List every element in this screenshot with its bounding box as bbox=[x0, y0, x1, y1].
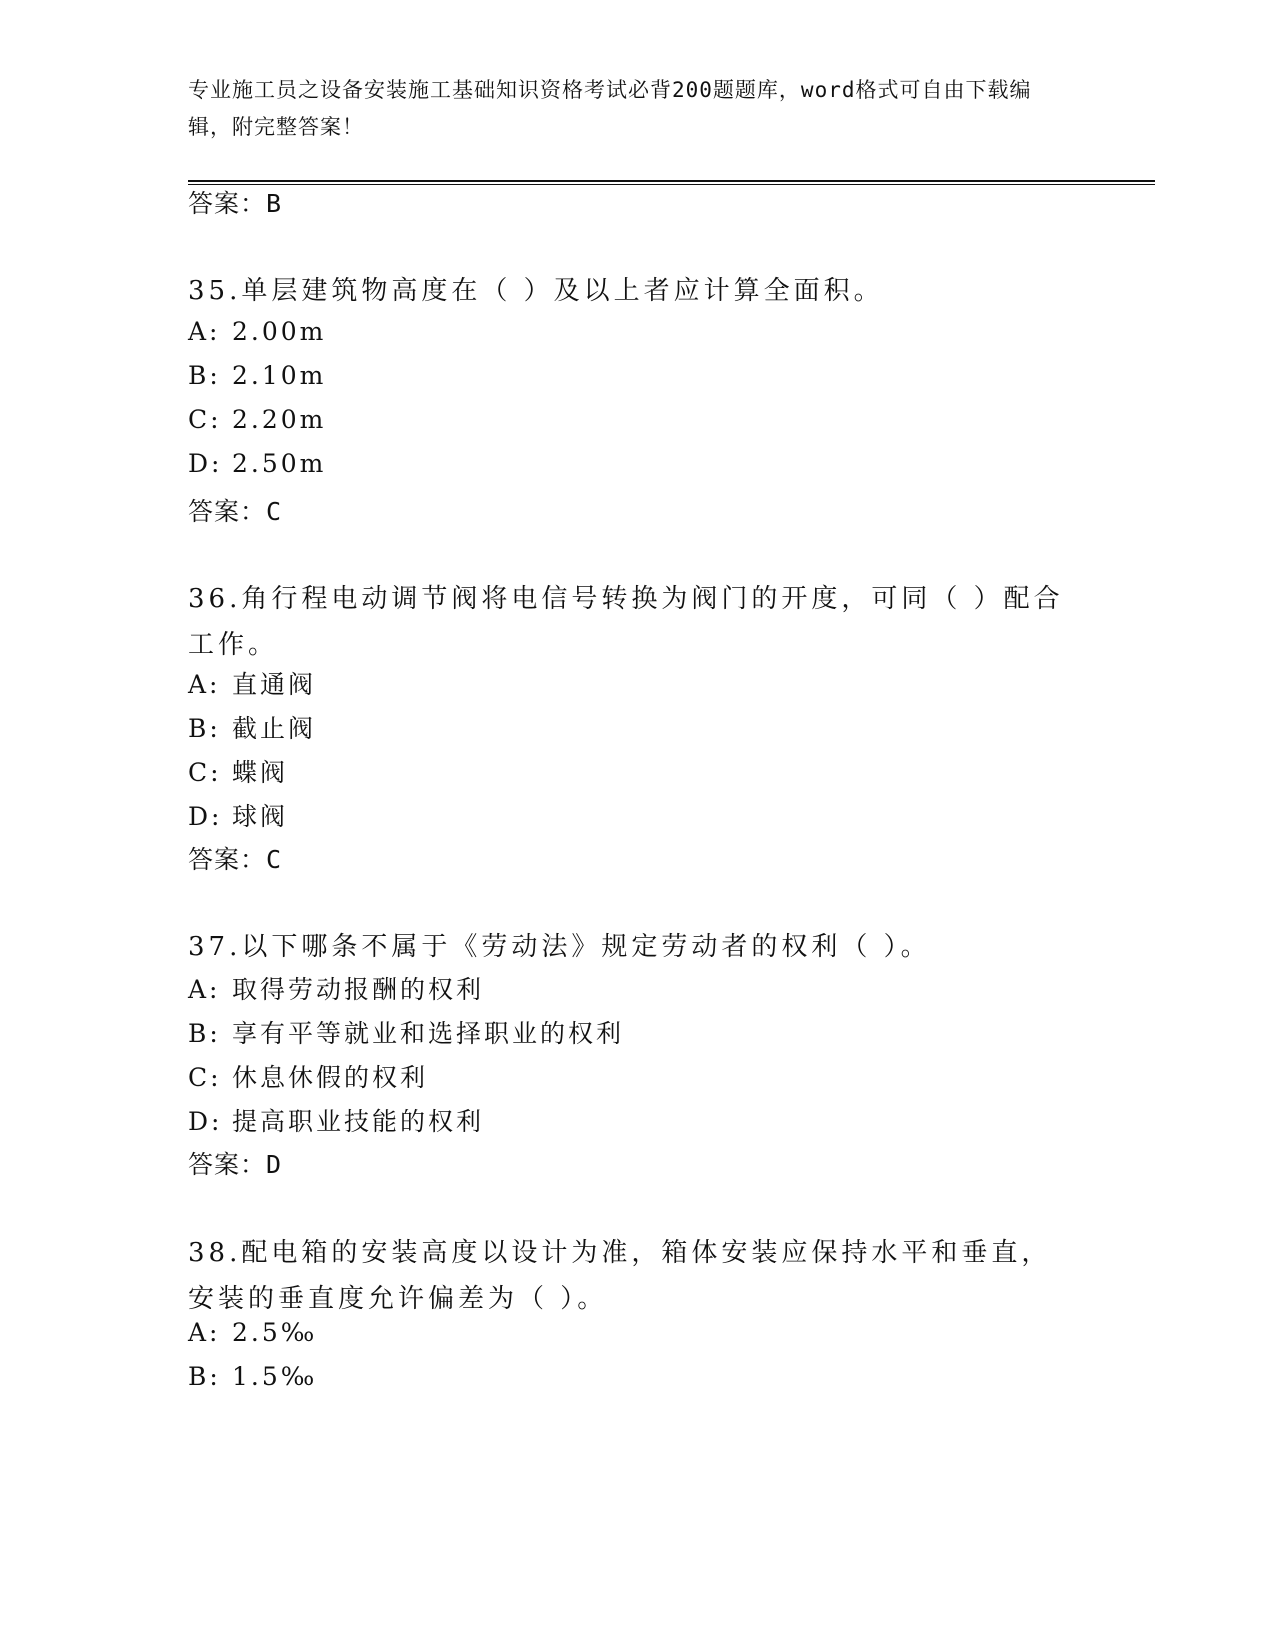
answer-label: 答案：D bbox=[188, 1150, 283, 1179]
option-key: B: bbox=[188, 1019, 221, 1048]
answer-label: 答案：C bbox=[188, 845, 283, 874]
option-text: 蝶阀 bbox=[232, 758, 289, 787]
option-text: 2.5‰ bbox=[232, 1318, 318, 1347]
option-text: 2.50m bbox=[232, 449, 327, 478]
option-key: D: bbox=[188, 449, 223, 478]
question-stem: 36.角行程电动调节阀将电信号转换为阀门的开度，可同（ ）配合工作。 bbox=[188, 584, 1064, 660]
option-text: 提高职业技能的权利 bbox=[232, 1107, 485, 1136]
option-text: 休息休假的权利 bbox=[232, 1063, 429, 1092]
option-text: 取得劳动报酬的权利 bbox=[232, 975, 485, 1004]
option-key: B: bbox=[188, 361, 221, 390]
option-text: 2.00m bbox=[232, 317, 327, 346]
option-text: 截止阀 bbox=[232, 714, 317, 743]
option-a bbox=[188, 317, 326, 346]
option-b bbox=[188, 1362, 317, 1391]
option-b bbox=[188, 361, 326, 390]
option-key: A: bbox=[188, 670, 221, 699]
answer-label: 答案：B bbox=[188, 189, 283, 218]
option-key: D: bbox=[188, 802, 223, 831]
option-text: 2.20m bbox=[232, 405, 327, 434]
option-key: A: bbox=[188, 1318, 221, 1347]
option-b bbox=[188, 1014, 624, 1050]
option-key: C: bbox=[188, 758, 222, 787]
option-d bbox=[188, 797, 288, 833]
answer-label: 答案：C bbox=[188, 497, 283, 526]
option-key: B: bbox=[188, 1362, 221, 1391]
option-a bbox=[188, 665, 316, 701]
option-key: A: bbox=[188, 975, 221, 1004]
option-text: 球阀 bbox=[232, 802, 289, 831]
option-c bbox=[188, 1058, 428, 1094]
option-a bbox=[188, 970, 484, 1006]
option-text: 1.5‰ bbox=[232, 1362, 318, 1391]
question-stem: 38.配电箱的安装高度以设计为准，箱体安装应保持水平和垂直，安装的垂直度允许偏差为（ ）。 bbox=[188, 1238, 1052, 1314]
option-key: A: bbox=[188, 317, 221, 346]
option-b bbox=[188, 709, 316, 745]
option-key: D: bbox=[188, 1107, 223, 1136]
option-text: 享有平等就业和选择职业的权利 bbox=[232, 1019, 625, 1048]
option-text: 2.10m bbox=[232, 361, 327, 390]
option-key: C: bbox=[188, 405, 222, 434]
option-text: 直通阀 bbox=[232, 670, 317, 699]
option-c bbox=[188, 405, 326, 434]
option-key: C: bbox=[188, 1063, 222, 1092]
option-d bbox=[188, 1102, 484, 1138]
option-d bbox=[188, 449, 326, 478]
question-stem: 35.单层建筑物高度在（ ）及以上者应计算全面积。 bbox=[188, 276, 884, 306]
option-key: B: bbox=[188, 714, 221, 743]
option-a bbox=[188, 1318, 317, 1347]
question-stem: 37.以下哪条不属于《劳动法》规定劳动者的权利（ ）。 bbox=[188, 932, 931, 962]
header-divider bbox=[188, 180, 1155, 185]
page-header-title: 专业施工员之设备安装施工基础知识资格考试必背200题题库，word格式可自由下载编辑，附完整答案！ bbox=[188, 78, 1032, 139]
option-c bbox=[188, 753, 288, 789]
